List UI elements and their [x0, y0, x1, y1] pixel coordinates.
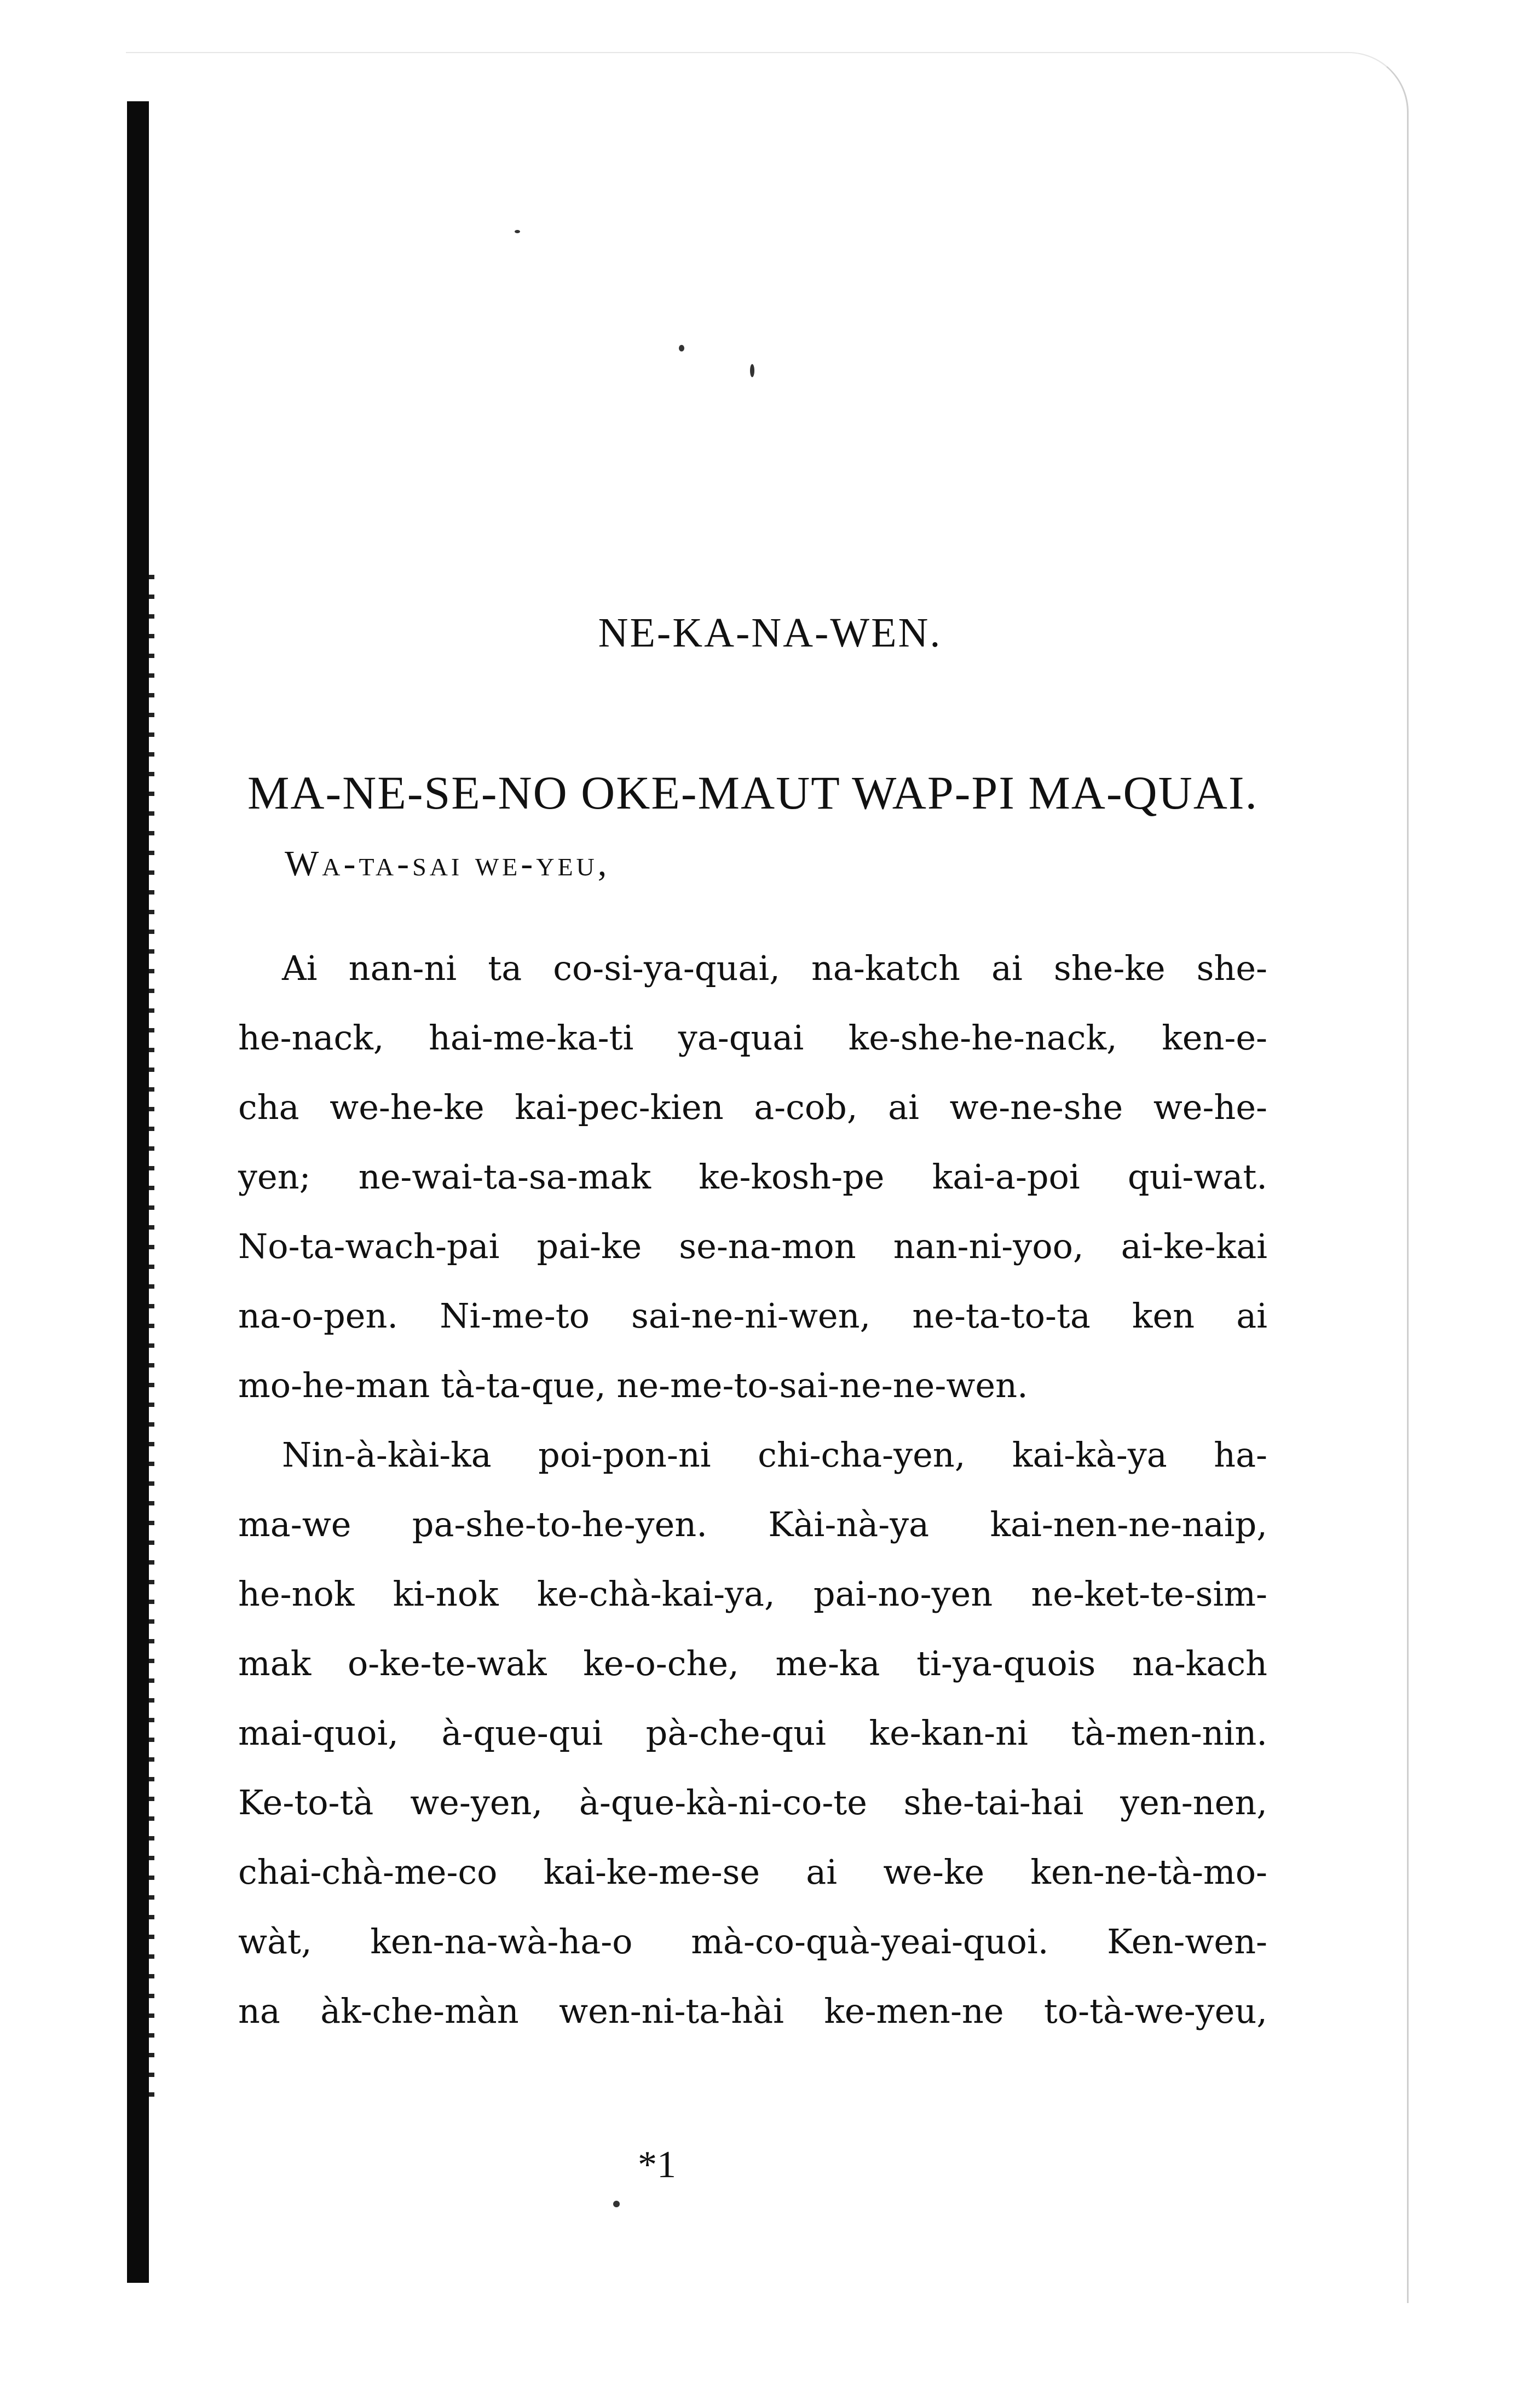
binding-shadow	[127, 101, 149, 2283]
text-line: wàt, ken-na-wà-ha-o mà-co-quà-yeai-quoi. Ken-wen-	[238, 1922, 1267, 1961]
text-line: na-o-pen. Ni-me-to sai-ne-ni-wen, ne-ta-to-ta ken ai	[238, 1296, 1267, 1336]
binding-shadow-fringe	[149, 575, 154, 2108]
text-line: No-ta-wach-pai pai-ke se-na-mon nan-ni-yoo, ai-ke-kai	[238, 1226, 1267, 1266]
text-line: Ai nan-ni ta co-si-ya-quai, na-katch ai she-ke she-	[282, 948, 1267, 988]
text-line: ma-we pa-she-to-he-yen. Kài-nà-ya kai-nen-ne-naip,	[238, 1504, 1267, 1544]
text-line: mak o-ke-te-wak ke-o-che, me-ka ti-ya-quois na-kach	[238, 1643, 1267, 1683]
print-speck	[613, 2201, 620, 2207]
text-line: chai-chà-me-co kai-ke-me-se ai we-ke ken-ne-tà-mo-	[238, 1852, 1267, 1892]
print-speck	[515, 230, 520, 233]
page-heading: NE-KA-NA-WEN.	[598, 610, 942, 656]
text-line: cha we-he-ke kai-pec-kien a-cob, ai we-ne-she we-he-	[238, 1087, 1267, 1127]
text-line: yen; ne-wai-ta-sa-mak ke-kosh-pe kai-a-poi qui-wat.	[238, 1157, 1267, 1197]
text-line: mo-he-man tà-ta-que, ne-me-to-sai-ne-ne-wen.	[238, 1365, 1028, 1405]
text-line: mai-quoi, à-que-qui pà-che-qui ke-kan-ni tà-men-nin.	[238, 1713, 1267, 1753]
text-line: he-nok ki-nok ke-chà-kai-ya, pai-no-yen ne-ket-te-sim-	[238, 1574, 1267, 1614]
signature-mark: *1	[638, 2144, 676, 2186]
paragraph	[238, 1420, 1267, 2046]
salutation: Wa-ta-sai we-yeu,	[285, 844, 610, 884]
text-line: Ke-to-tà we-yen, à-que-kà-ni-co-te she-tai-hai yen-nen,	[238, 1782, 1267, 1822]
text-line: he-nack, hai-me-ka-ti ya-quai ke-she-he-nack, ken-e-	[238, 1018, 1267, 1058]
text-line: na àk-che-màn wen-ni-ta-hài ke-men-ne to-tà-we-yeu,	[238, 1991, 1267, 2031]
text-line: Nin-à-kài-ka poi-pon-ni chi-cha-yen, kai-kà-ya ha-	[282, 1435, 1267, 1475]
print-speck	[679, 345, 684, 351]
document-title: MA-NE-SE-NO OKE-MAUT WAP-PI MA-QUAI.	[247, 766, 1259, 819]
paragraph	[238, 933, 1267, 1420]
print-speck	[750, 364, 754, 377]
body-text	[238, 933, 1267, 2046]
